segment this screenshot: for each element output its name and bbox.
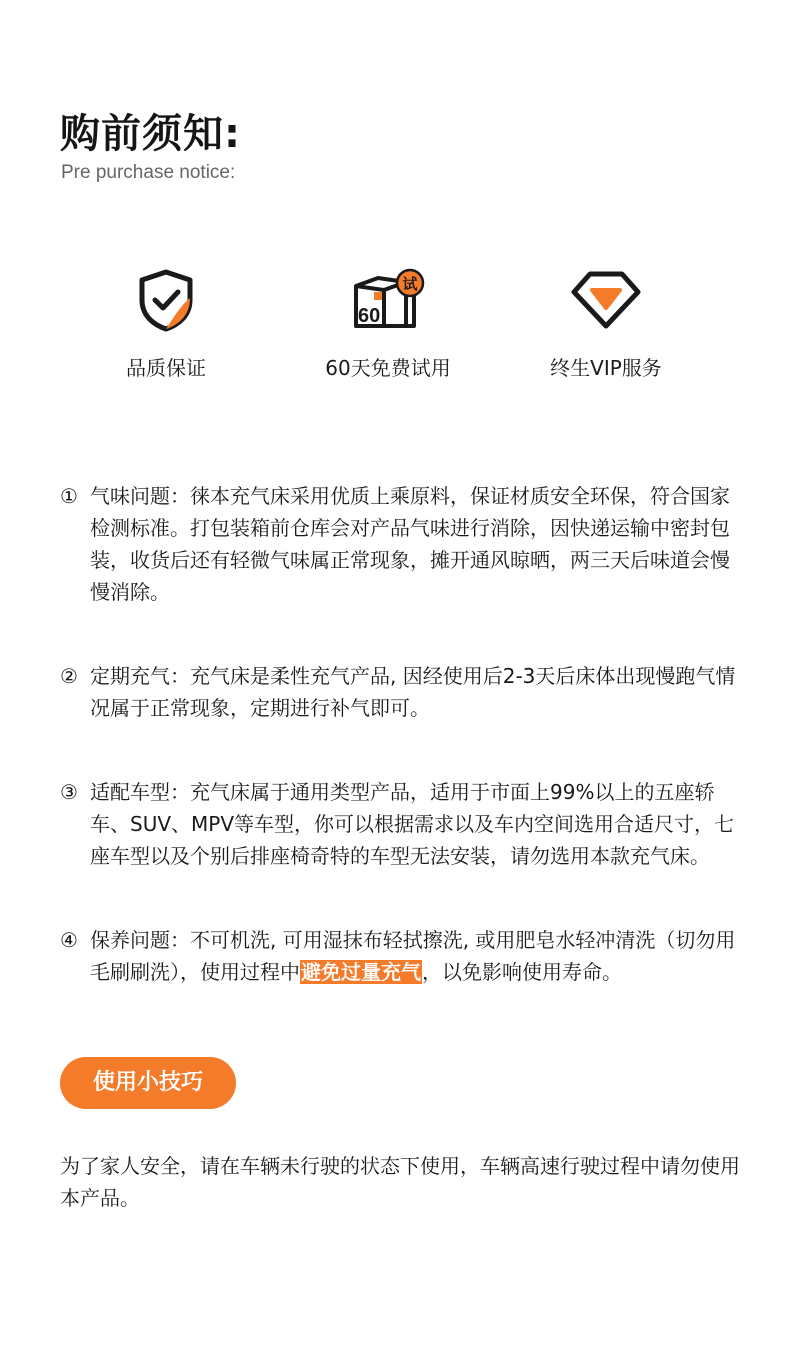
page-title: 购前须知: <box>60 111 241 157</box>
box-trial-number: 60 <box>358 305 381 327</box>
page-subtitle: Pre purchase notice: <box>61 162 236 183</box>
highlight-warning: 避免过量充气 <box>301 960 421 984</box>
feature-trial <box>268 268 508 380</box>
notice-text: 气味问题：徕本充气床采用优质上乘原料，保证材质安全环保，符合国家检测标准。打包装箱前仓库会对产品气味进行消除，因快递运输中密封包装，收货后还有轻微气味属正常现象，摊开通风晾晒，两三天后味道会慢慢消除。 <box>90 484 730 604</box>
notice-text-after: ，以免影响使用寿命。 <box>422 960 622 984</box>
box-trial-icon <box>350 268 426 332</box>
notice-item <box>60 776 740 872</box>
feature-label: 60天免费试用 <box>325 356 451 380</box>
tips-text: 为了家人安全，请在车辆未行驶的状态下使用，车辆高速行驶过程中请勿使用本产品。 <box>60 1154 740 1210</box>
notice-item <box>60 480 740 608</box>
notice-number: ④ <box>60 928 78 952</box>
notice-list <box>60 480 740 1040</box>
notice-text-before: 保养问题：不可机洗, 可用湿抹布轻拭擦洗, 或用肥皂水轻冲清洗（切勿用毛刷刷洗），使用过程中 <box>90 928 736 984</box>
notice-text: 定期充气：充气床是柔性充气产品, 因经使用后2-3天后床体出现慢跑气情况属于正常现象，定期进行补气即可。 <box>90 664 736 720</box>
notice-number: ② <box>60 664 78 688</box>
diamond-icon <box>570 268 642 332</box>
notice-text: 适配车型：充气床属于通用类型产品，适用于市面上99%以上的五座轿车、SUV、MPV等车型，你可以根据需求以及车内空间选用合适尺寸，七座车型以及个别后排座椅奇特的车型无法安装，请勿选用本款充气床。 <box>90 780 735 868</box>
shield-check-icon <box>136 268 196 332</box>
notice-text <box>90 924 740 988</box>
feature-label: 终生VIP服务 <box>550 356 662 380</box>
box-trial-badge: 试 <box>402 275 418 293</box>
notice-item <box>60 660 740 724</box>
notice-number: ③ <box>60 780 78 804</box>
feature-vip <box>486 268 726 380</box>
feature-label: 品质保证 <box>126 356 206 380</box>
notice-number: ① <box>60 484 78 508</box>
feature-quality <box>46 268 286 380</box>
tips-badge: 使用小技巧 <box>60 1057 236 1109</box>
notice-item <box>60 924 740 988</box>
